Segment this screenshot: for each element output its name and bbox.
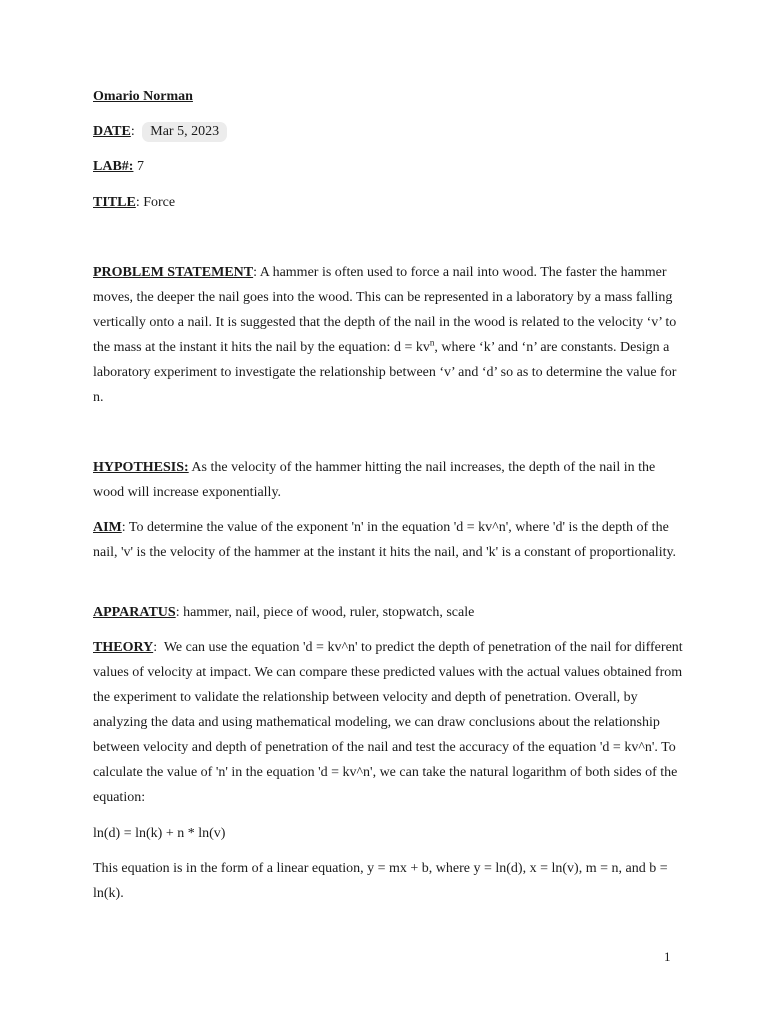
log-equation: ln(d) = ln(k) + n * ln(v) <box>93 826 226 841</box>
problem-statement: PROBLEM STATEMENT: A hammer is often used to force a nail into wood. The faster the hammer moves, the deeper the nail goes into the wood. This can be represented in a laboratory by a mass falling vertically onto a nail. It is suggested that the depth of the nail in the wood is related to the velocity ‘v’ to the mass at the instant it hits the nail by the equation: $d = kv^n$, where ‘k’ and ‘n’ are constants. Design a laboratory experiment to investigate the relationship between ‘v’ and ‘d’ so as to determine the value for n. <box>93 265 677 405</box>
lab-label: LAB#: <box>93 159 134 174</box>
aim-label: AIM <box>93 520 122 535</box>
title-value: Force <box>143 195 176 210</box>
lab-line <box>93 158 144 176</box>
problem-label: PROBLEM STATEMENT <box>93 265 254 280</box>
theory-label: THEORY <box>93 640 154 655</box>
lab-value: 7 <box>136 159 144 174</box>
hypothesis-label: HYPOTHESIS: <box>93 460 189 475</box>
problem-exponent: n <box>429 337 435 348</box>
aim-section: AIM: To determine the value of the exponent 'n' in the equation 'd = kv^n', where 'd' is the depth of the nail, 'v' is the velocity of the hammer at the instant it hits the nail, and 'k' is a constant of proportionality. <box>93 520 677 560</box>
aim-text: To determine the value of the exponent 'n' in the equation 'd = kv^n', where 'd' is the depth of the nail, 'v' is the velocity of the hammer at the instant it hits the nail, and 'k' is a constant of proportionality. <box>93 520 677 560</box>
title-line <box>93 194 175 212</box>
apparatus-text: hammer, nail, piece of wood, ruler, stopwatch, scale <box>179 605 475 620</box>
problem-text-a: A hammer is often used to force a nail into wood. The faster the hammer moves, the deeper the nail goes into the wood. This can be represented in a laboratory by a mass falling vertically onto a nail. It is suggested that the depth of the nail in the wood is related to the velocity ‘v’ to the mass at the instant it hits the nail by the equation: d = kv <box>93 265 677 355</box>
date-chip[interactable]: Mar 5, 2023 <box>142 122 227 142</box>
linear-form-note: This equation is in the form of a linear equation, y = mx + b, where y = ln(d), x = ln(v), m = n, and b = ln(k). <box>93 861 668 901</box>
hypothesis-section <box>93 455 683 505</box>
title-label: TITLE: <box>93 195 140 210</box>
apparatus-label: APPARATUS <box>93 605 176 620</box>
theory-text: We can use the equation 'd = kv^n' to predict the depth of penetration of the nail for different values of velocity at impact. We can compare these predicted values with the actual values obtained from the experiment to validate the relationship between velocity and depth of penetration. Overall, by analyzing the data and using mathematical modeling, we can draw conclusions about the relationship between velocity and depth of penetration of the nail and test the accuracy of the equation 'd = kv^n'. To calculate the value of 'n' in the equation 'd = kv^n', we can take the natural logarithm of both sides of the equation: <box>93 640 687 805</box>
problem-text-b: , where ‘k’ and ‘n’ are constants. Design a laboratory experiment to investigate the relationship between ‘v’ and ‘d’ so as to determine the value for n. <box>93 340 677 405</box>
date-line <box>93 121 227 143</box>
author-name: Omario Norman <box>93 89 193 104</box>
date-label: DATE: <box>93 124 135 139</box>
theory-section: THEORY: We can use the equation 'd = kv^n' to predict the depth of penetration of the nail for different values of velocity at impact. We can compare these predicted values with the actual values obtained from the experiment to validate the relationship between velocity and depth of penetration. Overall, by analyzing the data and using mathematical modeling, we can draw conclusions about the relationship between velocity and depth of penetration of the nail and test the accuracy of the equation 'd = kv^n'. To calculate the value of 'n' in the equation 'd = kv^n', we can take the natural logarithm of both sides of the equation: <box>93 640 687 805</box>
apparatus-section: APPARATUS: hammer, nail, piece of wood, ruler, stopwatch, scale <box>93 605 475 620</box>
page-number: 1 <box>664 949 671 964</box>
hypothesis-text: As the velocity of the hammer hitting the nail increases, the depth of the nail in the wood will increase exponentially. <box>93 460 656 500</box>
